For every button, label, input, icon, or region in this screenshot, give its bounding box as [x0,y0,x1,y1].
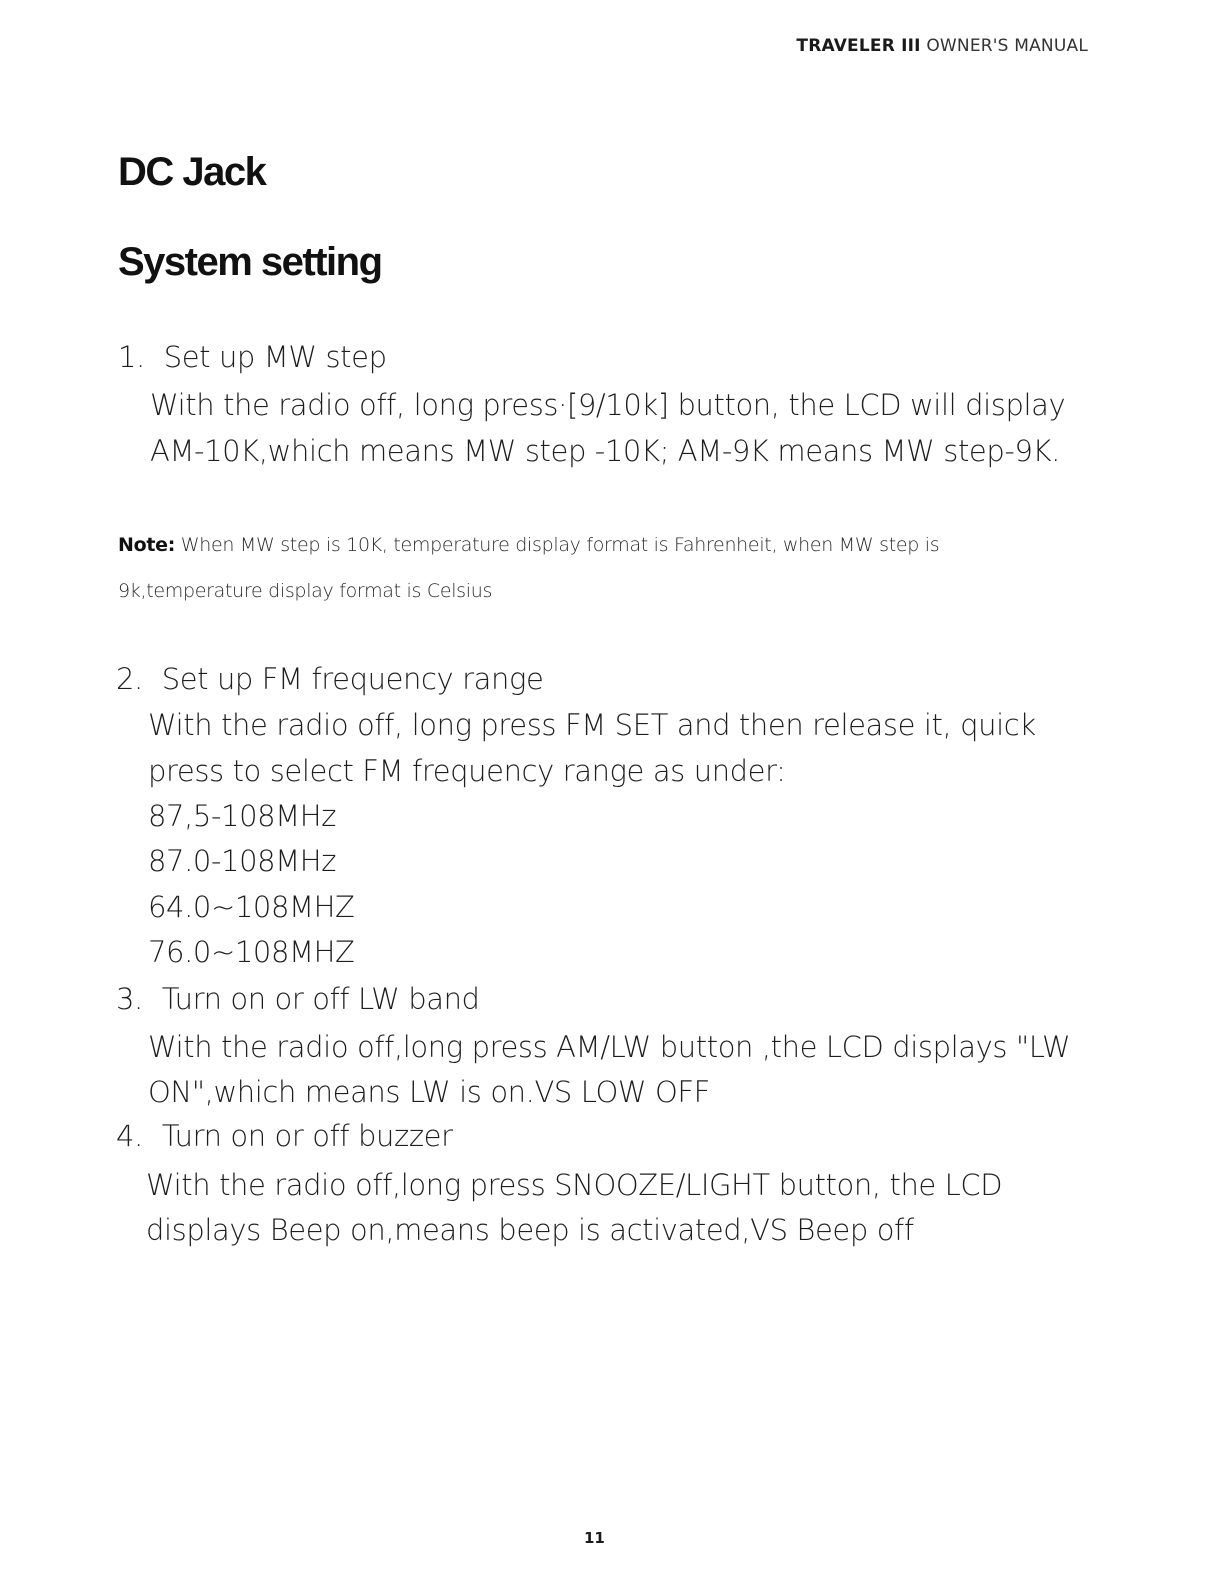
item-2-line-6: 76.0~108MHZ [148,935,355,969]
header-title: OWNER'S MANUAL [926,36,1088,56]
item-1-title: Set up MW step [163,340,387,374]
item-1-number: 1. [118,340,145,374]
item-1-line-2: AM-10K,which means MW step -10K; AM-9K means MW step-9K. [150,434,1060,468]
page-number: 11 [584,1529,605,1547]
note-line-1: When MW step is 10K, temperature display format is Fahrenheit, when MW step is [180,534,940,556]
page-header [796,36,1088,56]
item-3-title: Turn on or off LW band [161,982,480,1016]
item-2-number: 2. [116,662,143,696]
item-2-line-4: 87.0-108MHz [148,844,337,878]
item-4-line-1: With the radio off,long press SNOOZE/LIGHT button, the LCD [146,1168,1003,1202]
item-4-number: 4. [116,1119,143,1153]
item-3-line-2: ON",which means LW is on.VS LOW OFF [148,1075,710,1109]
item-2-line-1: With the radio off, long press FM SET and then release it, quick [148,708,1036,742]
note-label: Note: [118,534,176,556]
note-line-2: 9k,temperature display format is Celsius [118,580,493,602]
item-2-line-2: press to select FM frequency range as under: [148,754,786,788]
item-3-line-1: With the radio off,long press AM/LW button ,the LCD displays "LW [148,1030,1071,1064]
item-2-line-5: 64.0~108MHZ [148,890,355,924]
item-4-line-2: displays Beep on,means beep is activated,VS Beep off [146,1213,914,1247]
item-2-title: Set up FM frequency range [161,662,544,696]
item-1-line-1: With the radio off, long press·[9/10k] button, the LCD will display [150,388,1066,422]
item-4-title: Turn on or off buzzer [161,1119,453,1153]
heading-dc-jack: DC Jack [118,150,266,194]
heading-system-setting: System setting [118,240,382,284]
item-3-number: 3. [116,982,143,1016]
header-brand: TRAVELER III [796,36,921,56]
item-2-line-3: 87,5-108MHz [148,799,337,833]
